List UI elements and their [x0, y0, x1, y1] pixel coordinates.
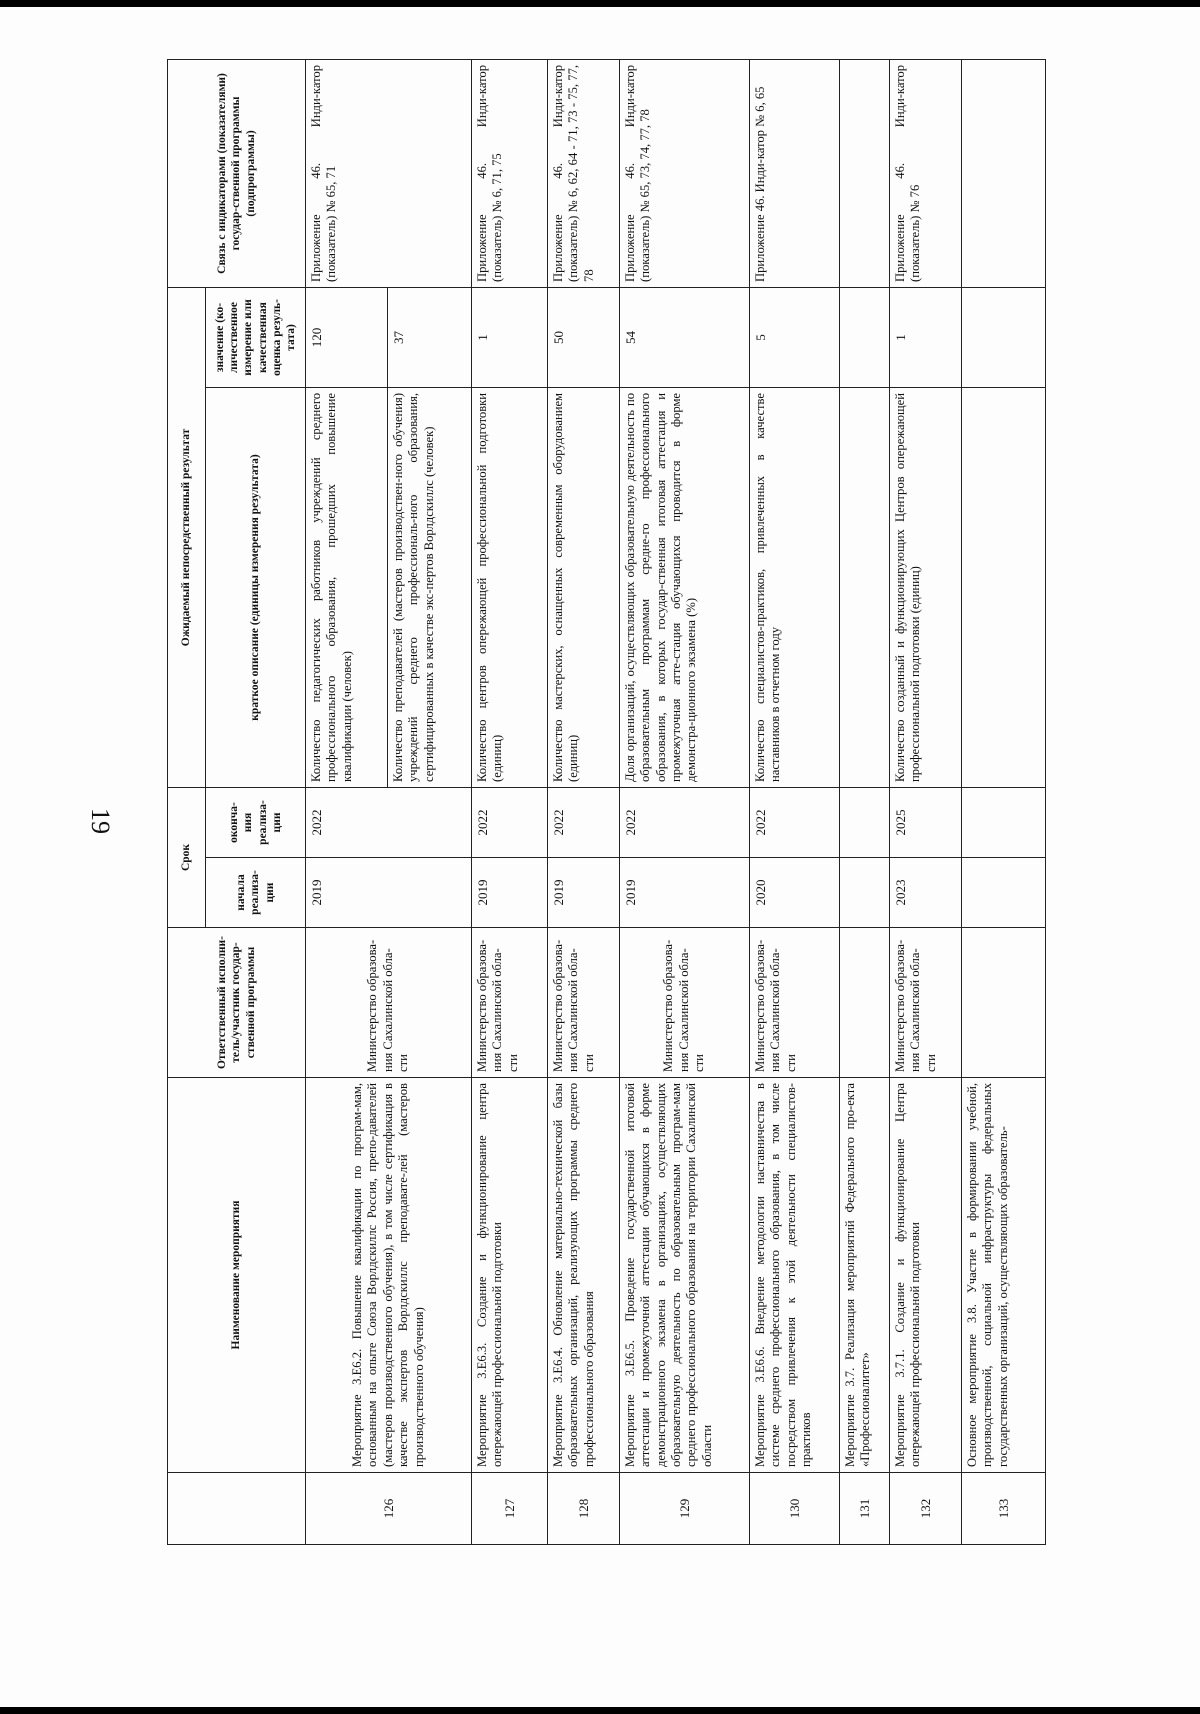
row-value: 54	[620, 287, 750, 387]
row-number: 130	[750, 1473, 840, 1545]
header-result-desc: краткое описание (единицы измерения результата)	[206, 387, 306, 787]
row-number: 126	[306, 1473, 472, 1545]
row-responsible: Министерство образова-ния Сахалинской обла-сти	[306, 928, 472, 1078]
row-value: 5	[750, 287, 840, 387]
row-start: 2019	[548, 858, 620, 928]
row-link	[962, 59, 1046, 287]
row-desc: Количество созданный и функционирующих Центров опережающей профессиональной подготовки (единиц)	[890, 387, 962, 787]
row-responsible: Министерство образова-ния Сахалинской обла-сти	[472, 928, 548, 1078]
header-result-value: значение (ко-личественное измерение или качественная оценка резуль-тата)	[206, 287, 306, 387]
table-row	[750, 59, 840, 1544]
row-link: Приложение 46. Инди-катор № 6, 65	[750, 59, 840, 287]
row-desc: Количество педагогических работников учреждений среднего профессионального образования, прошедших повышение квалификации (человек)	[306, 387, 388, 787]
row-value: 1	[890, 287, 962, 387]
table-row	[548, 59, 620, 1544]
row-responsible	[840, 928, 890, 1078]
table-row	[962, 59, 1046, 1544]
row-start: 2020	[750, 858, 840, 928]
row-link: Приложение 46. Инди-катор (показатель) № 6, 71, 75	[472, 59, 548, 287]
row-link	[840, 59, 890, 287]
row-value: 50	[548, 287, 620, 387]
row-start: 2019	[472, 858, 548, 928]
row-desc: Количество центров опережающей профессиональной подготовки (единиц)	[472, 387, 548, 787]
row-value: 37	[388, 287, 472, 387]
row-link: Приложение 46. Инди-катор (показатель) № 65, 73, 74, 77, 78	[620, 59, 750, 287]
row-number: 132	[890, 1473, 962, 1545]
row-responsible: Министерство образова-ния Сахалинской обла-сти	[620, 928, 750, 1078]
row-end: 2022	[548, 787, 620, 857]
rotated-table-container	[167, 60, 1039, 1545]
measures-table	[167, 59, 1046, 1545]
row-value	[840, 287, 890, 387]
row-number: 133	[962, 1473, 1046, 1545]
header-responsible: Ответственный исполни-тель/участник государ-ственной программы	[168, 928, 306, 1078]
row-desc	[962, 387, 1046, 787]
row-number: 128	[548, 1473, 620, 1545]
header-term-end: оконча-ния реализа-ции	[206, 787, 306, 857]
header-term-start: начала реализа-ции	[206, 858, 306, 928]
row-end: 2022	[750, 787, 840, 857]
row-name: Мероприятие 3.Е6.5. Проведение государственной итоговой аттестации и промежуточной аттестации обучающихся в форме демонстрационного экзамена в организациях, осуществляющих образовательную деятельность по образовательным програм-мам среднего профессионального образования на территории Сахалинской области	[620, 1078, 750, 1473]
row-desc: Количество преподавателей (мастеров производствен-ного обучения) учреждений среднего профессиональ-ного образования, сертифицированных в качестве экс-пертов Ворлдскиллс (человек)	[388, 387, 472, 787]
row-name: Мероприятие 3.7.1. Создание и функционирование Центра опережающей профессиональной подготовки	[890, 1078, 962, 1473]
table-row	[472, 59, 548, 1544]
row-number: 127	[472, 1473, 548, 1545]
table-row	[620, 59, 750, 1544]
row-start: 2019	[620, 858, 750, 928]
row-value: 1	[472, 287, 548, 387]
row-start	[840, 858, 890, 928]
table-row	[840, 59, 890, 1544]
row-end: 2022	[306, 787, 472, 857]
row-responsible: Министерство образова-ния Сахалинской обла-сти	[750, 928, 840, 1078]
row-end	[962, 787, 1046, 857]
table-row	[306, 59, 388, 1544]
row-responsible	[962, 928, 1046, 1078]
row-end	[840, 787, 890, 857]
row-desc	[840, 387, 890, 787]
table-row	[890, 59, 962, 1544]
row-desc: Количество мастерских, оснащенных современным оборудованием (единиц)	[548, 387, 620, 787]
row-end: 2025	[890, 787, 962, 857]
scan-edge-top	[0, 0, 1200, 7]
row-name: Мероприятие 3.Е6.6. Внедрение методологии наставничества в системе среднего профессионального образования, в том числе посредством привлечения к этой деятельности специалистов-практиков	[750, 1078, 840, 1473]
row-number: 131	[840, 1473, 890, 1545]
header-link: Связь с индикаторами (показателями) государ-ственной программы (подпрограммы)	[168, 59, 306, 287]
row-desc: Количество специалистов-практиков, привлеченных в качестве наставников в отчетном году	[750, 387, 840, 787]
row-name: Мероприятие 3.Е6.4. Обновление материально-технической базы образовательных организаций, реализующих программы среднего профессионального образования	[548, 1078, 620, 1473]
row-start: 2023	[890, 858, 962, 928]
row-start: 2019	[306, 858, 472, 928]
header-num	[168, 1473, 306, 1545]
scan-edge-bottom	[0, 1707, 1200, 1714]
row-desc: Доля организаций, осуществляющих образовательную деятельность по образовательным программам средне-го профессионального образования, в которых государ-ственная итоговая аттестация и промежуточная атте-стация обучающихся проводится в форме демонстра-ционного экзамена (%)	[620, 387, 750, 787]
row-responsible: Министерство образова-ния Сахалинской обла-сти	[890, 928, 962, 1078]
row-name: Мероприятие 3.7. Реализация мероприятий Федерального про-екта «Профессионалитет»	[840, 1078, 890, 1473]
row-value	[962, 287, 1046, 387]
row-responsible: Министерство образова-ния Сахалинской обла-сти	[548, 928, 620, 1078]
row-end: 2022	[620, 787, 750, 857]
row-name: Основное мероприятие 3.8. Участие в формировании учебной, производственной, социальной инфраструктуры федеральных государственных организаций, осуществляющих образователь-	[962, 1078, 1046, 1473]
row-start	[962, 858, 1046, 928]
row-link: Приложение 46. Инди-катор (показатель) № 6, 62, 64 - 71, 73 - 75, 77, 78	[548, 59, 620, 287]
header-name: Наименование мероприятия	[168, 1078, 306, 1473]
row-link: Приложение 46. Инди-катор (показатель) № 76	[890, 59, 962, 287]
row-value: 120	[306, 287, 388, 387]
header-term: Срок	[168, 787, 206, 927]
header-result: Ожидаемый непосредственный результат	[168, 287, 206, 787]
row-name: Мероприятие 3.Е6.2. Повышение квалификации по програм-мам, основанным на опыте Союза Ворлдскиллс Россия, препо-давателей (мастеров производственного обучения), в том числе сертификация в качестве экспертов Ворлдскиллс преподавате-лей (мастеров производственного обучения)	[306, 1078, 472, 1473]
page-number: 19	[86, 808, 115, 834]
row-name: Мероприятие 3.Е6.3. Создание и функционирование центра опережающей профессиональной подготовки	[472, 1078, 548, 1473]
row-number: 129	[620, 1473, 750, 1545]
row-link: Приложение 46. Инди-катор (показатель) № 65, 71	[306, 59, 472, 287]
row-end: 2022	[472, 787, 548, 857]
